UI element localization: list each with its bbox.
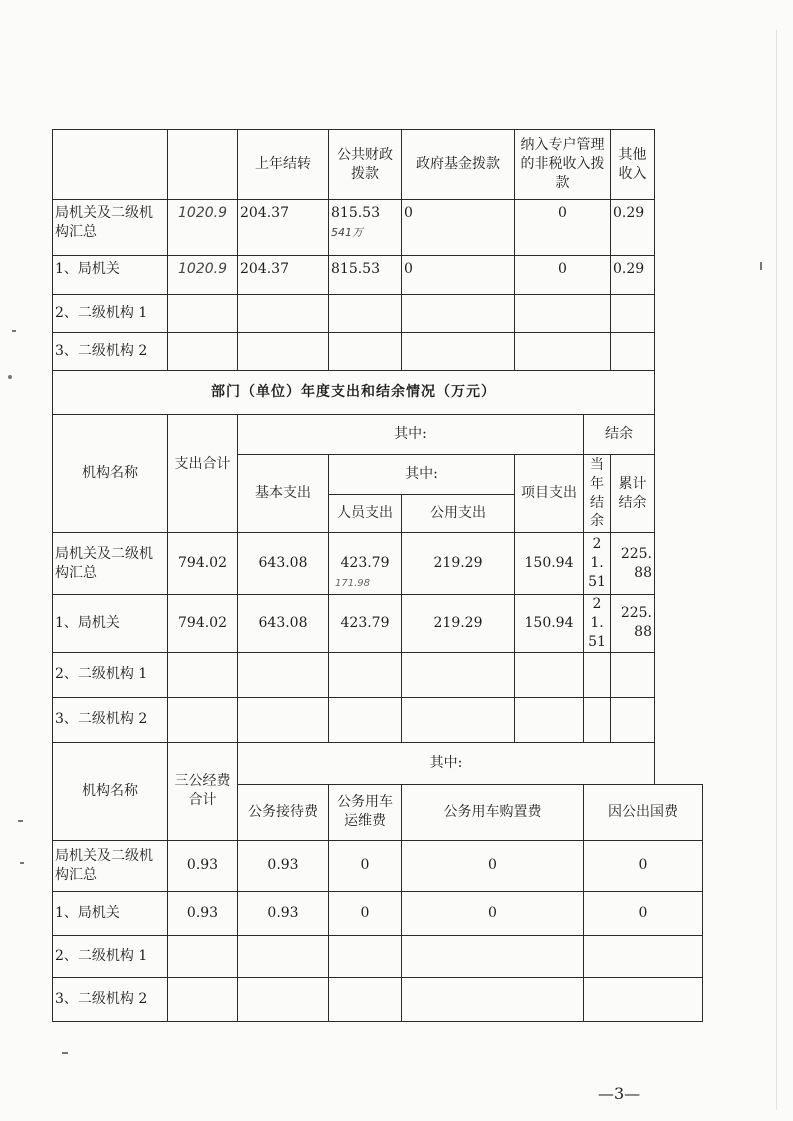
handwritten-note: 541万: [331, 225, 363, 239]
row-name: 3、二级机构 2: [53, 333, 168, 371]
table-row: [53, 652, 703, 697]
project-value: 150.94: [515, 595, 584, 653]
basic-value: 643.08: [238, 595, 329, 653]
expense-header-project: 项目支出: [515, 455, 584, 533]
abroad-value: 0: [584, 840, 703, 891]
expense-header-basic: 基本支出: [238, 455, 329, 533]
income-header-row: [53, 130, 703, 200]
expense-header-current-year: 当年结余: [584, 455, 611, 533]
budget-table: [52, 129, 703, 1022]
cumulative-value: 225.88: [611, 595, 655, 653]
three-public-header-total: 三公经费合计: [168, 742, 238, 840]
table-row: [53, 977, 703, 1021]
current-year-value: 21.51: [584, 533, 611, 595]
vehicle-ops-value: 0: [329, 840, 402, 891]
row-name: 局机关及二级机构汇总: [53, 533, 168, 595]
gov-fund-value: 0: [402, 256, 515, 295]
vehicle-ops-value: 0: [329, 891, 402, 935]
income-header-other: 其他收入: [611, 130, 655, 200]
expense-header-of-which-basic: 其中:: [329, 455, 515, 495]
row-name: 局机关及二级机构汇总: [53, 840, 168, 891]
scan-speck: [12, 330, 16, 332]
personnel-value: 423.79: [329, 595, 402, 653]
income-header-blank-2: [168, 130, 238, 200]
expense-header-org-name: 机构名称: [53, 415, 168, 533]
table-row: [53, 935, 703, 977]
row-name: 局机关及二级机构汇总: [53, 200, 168, 256]
expense-header-of-which: 其中:: [238, 415, 584, 455]
carryover-value: 204.37: [238, 256, 329, 295]
abroad-value: 0: [584, 891, 703, 935]
public-finance-value: 815.53: [329, 256, 402, 295]
row-name: 1、局机关: [53, 256, 168, 295]
table-row: [53, 295, 703, 333]
vehicle-purchase-value: 0: [402, 891, 584, 935]
three-public-header-vehicle-purchase: 公务用车购置费: [402, 784, 584, 840]
scan-speck: [20, 862, 24, 864]
expense-header-total: 支出合计: [168, 415, 238, 533]
three-public-header-abroad: 因公出国费: [584, 784, 703, 840]
expense-header-row: [53, 415, 703, 455]
income-header-public-finance: 公共财政拨款: [329, 130, 402, 200]
table-row: [53, 256, 703, 295]
public-finance-value: [329, 200, 402, 256]
cumulative-value: 225.88: [611, 533, 655, 595]
gov-fund-value: 0: [402, 200, 515, 256]
public-use-value: 219.29: [402, 533, 515, 595]
table-row: [53, 200, 703, 256]
three-public-header-vehicle-ops: 公务用车运维费: [329, 784, 402, 840]
row-name: 1、局机关: [53, 595, 168, 653]
row-name: 1、局机关: [53, 891, 168, 935]
total-value: 794.02: [168, 533, 238, 595]
table-row: [53, 840, 703, 891]
page-number: —3—: [598, 1084, 641, 1103]
project-value: 150.94: [515, 533, 584, 595]
scan-speck: [18, 820, 23, 822]
income-header-gov-fund: 政府基金拨款: [402, 130, 515, 200]
personnel-number: 423.79: [340, 555, 390, 572]
handwritten-note: 1020.9: [168, 256, 238, 295]
scan-edge: [776, 30, 777, 1110]
personnel-value: [329, 533, 402, 595]
table-row: [53, 595, 703, 653]
handwritten-note: 1020.9: [168, 200, 238, 256]
row-name: 3、二级机构 2: [53, 697, 168, 742]
scan-speck: [62, 1052, 68, 1054]
handwritten-note: 171.98: [335, 578, 370, 589]
table-row: [53, 697, 703, 742]
basic-value: 643.08: [238, 533, 329, 595]
other-value: 0.29: [611, 256, 655, 295]
other-value: 0.29: [611, 200, 655, 256]
scan-speck: [760, 262, 762, 270]
row-name: 2、二级机构 1: [53, 935, 168, 977]
table-row: [53, 333, 703, 371]
section-title: 部门（单位）年度支出和结余情况（万元）: [53, 371, 655, 415]
reception-value: 0.93: [238, 840, 329, 891]
non-tax-value: 0: [515, 256, 611, 295]
table-row: [53, 891, 703, 935]
income-header-carryover: 上年结转: [238, 130, 329, 200]
carryover-value: 204.37: [238, 200, 329, 256]
total-value: 794.02: [168, 595, 238, 653]
row-name: 2、二级机构 1: [53, 652, 168, 697]
expense-header-cumulative: 累计结余: [611, 455, 655, 533]
expense-header-balance: 结余: [584, 415, 655, 455]
expense-header-public-use: 公用支出: [402, 495, 515, 533]
reception-value: 0.93: [238, 891, 329, 935]
public-finance-number: 815.53: [331, 205, 380, 221]
row-name: 2、二级机构 1: [53, 295, 168, 333]
three-public-header-of-which: 其中:: [238, 742, 655, 784]
row-name: 3、二级机构 2: [53, 977, 168, 1021]
expense-header-personnel: 人员支出: [329, 495, 402, 533]
non-tax-value: 0: [515, 200, 611, 256]
scan-speck: [8, 375, 12, 379]
total-value: 0.93: [168, 840, 238, 891]
table-row: [53, 533, 703, 595]
three-public-header-row: [53, 742, 703, 784]
section-title-row: [53, 371, 703, 415]
income-header-blank: [53, 130, 168, 200]
three-public-header-org-name: 机构名称: [53, 742, 168, 840]
public-use-value: 219.29: [402, 595, 515, 653]
current-year-value: 21.51: [584, 595, 611, 653]
total-value: 0.93: [168, 891, 238, 935]
income-header-non-tax: 纳入专户管理的非税收入拨款: [515, 130, 611, 200]
three-public-header-reception: 公务接待费: [238, 784, 329, 840]
vehicle-purchase-value: 0: [402, 840, 584, 891]
